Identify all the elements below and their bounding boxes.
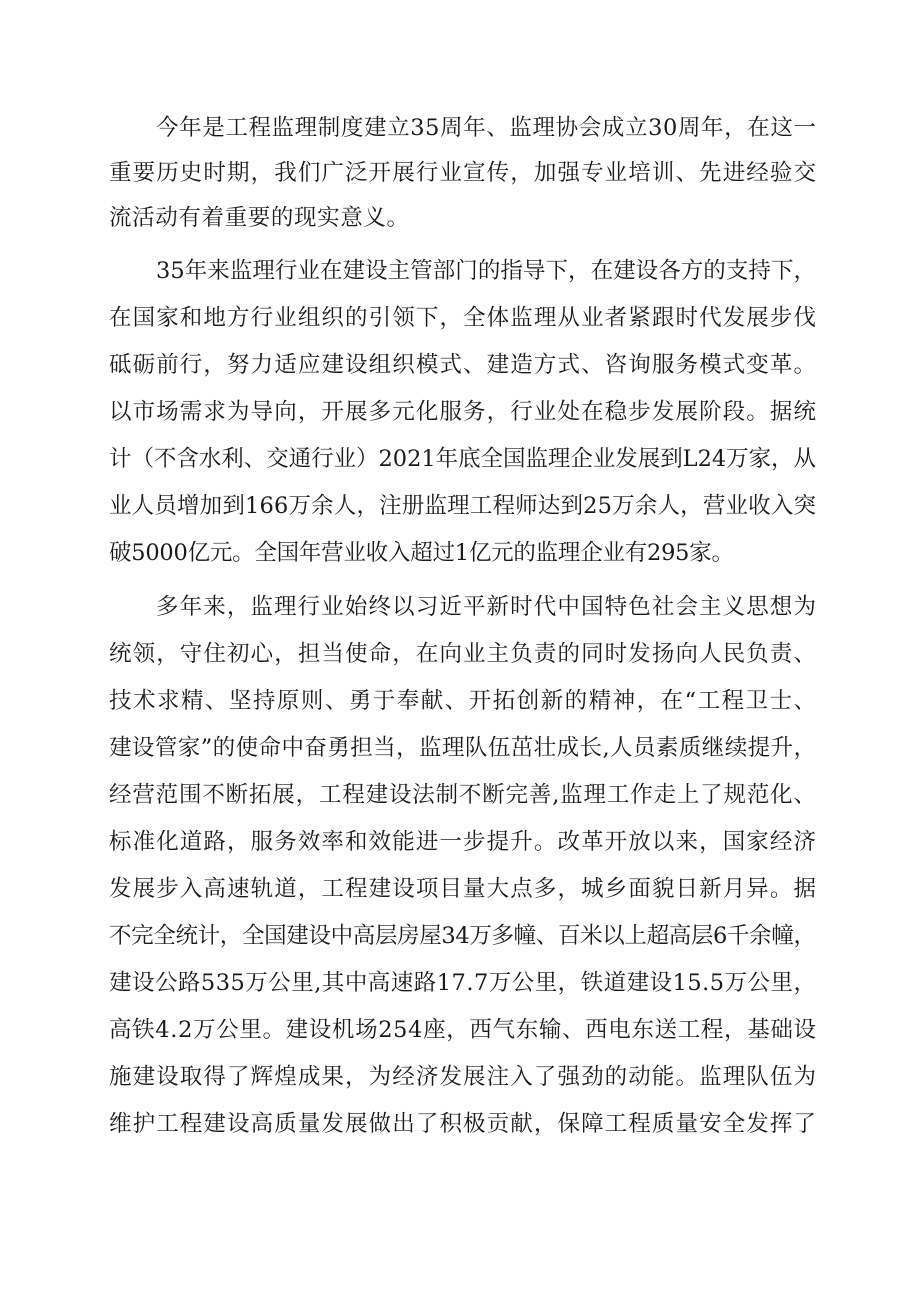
text-line [0,778,920,812]
text-line [0,536,920,570]
line-text: 重要历史时期，我们广泛开展行业宣传，加强专业培训、先进经验交 [109,160,818,186]
text-line [0,301,920,335]
line-text: 高铁4.2万公里。建设机场254座，西气东输、西电东送工程，基础设 [109,1017,817,1043]
text-line [0,156,920,190]
text-line [0,1107,920,1141]
line-text: 多年来，监理行业始终以习近平新时代中国特色社会主义思想为 [156,594,818,620]
text-line [0,201,920,235]
text-line [0,966,920,1000]
text-line [0,919,920,953]
text-line [0,825,920,859]
text-line [0,442,920,476]
text-line [0,111,920,145]
line-text: 破5000亿元。全国年营业收入超过1亿元的监理企业有295家。 [109,540,734,566]
line-text: 施建设取得了辉煌成果，为经济发展注入了强劲的动能。监理队伍为 [109,1064,818,1090]
text-line [0,395,920,429]
line-text: 35年来监理行业在建设主管部门的指导下，在建设各方的支持下， [156,258,817,284]
text-line [0,348,920,382]
line-text: 计（不含水利、交通行业）2021年底全国监理企业发展到L24万家，从 [109,446,816,472]
line-text: 维护工程建设高质量发展做出了积极贡献，保障工程质量安全发挥了 [109,1111,818,1137]
text-line [0,489,920,523]
text-line [0,637,920,671]
line-text: 今年是工程监理制度建立35周年、监理协会成立30周年，在这一 [156,115,817,141]
line-text: 经营范围不断拓展，工程建设法制不断完善,监理工作走上了规范化、 [109,782,817,808]
line-text: 统领，守住初心，担当使命，在向业主负责的同时发扬向人民负责、 [109,641,818,667]
line-text: 发展步入高速轨道，工程建设项目量大点多，城乡面貌日新月异。据 [109,876,818,902]
text-line [0,872,920,906]
text-line [0,254,920,288]
line-text: 在国家和地方行业组织的引领下，全体监理从业者紧跟时代发展步伐 [109,305,818,331]
line-text: 技术求精、坚持原则、勇于奉献、开拓创新的精神，在“工程卫士、 [109,688,818,714]
text-line [0,684,920,718]
line-text: 砥砺前行，努力适应建设组织模式、建造方式、咨询服务模式变革。 [109,352,818,378]
text-line [0,731,920,765]
text-line [0,590,920,624]
line-text: 不完全统计，全国建设中高层房屋34万多幢、百米以上超高层6千余幢， [109,923,816,949]
line-text: 建设公路535万公里,其中高速路17.7万公里，铁道建设15.5万公里， [109,970,817,996]
text-line [0,1013,920,1047]
line-text: 以市场需求为导向，开展多元化服务，行业处在稳步发展阶段。据统 [109,399,818,425]
text-line [0,1060,920,1094]
line-text: 建设管家”的使命中奋勇担当，监理队伍茁壮成长,人员素质继续提升， [109,735,817,761]
line-text: 流活动有着重要的现实意义。 [109,205,410,231]
line-text: 业人员增加到166万余人，注册监理工程师达到25万余人，营业收入突 [109,493,817,519]
line-text: 标准化道路，服务效率和效能进一步提升。改革开放以来，国家经济 [109,829,818,855]
